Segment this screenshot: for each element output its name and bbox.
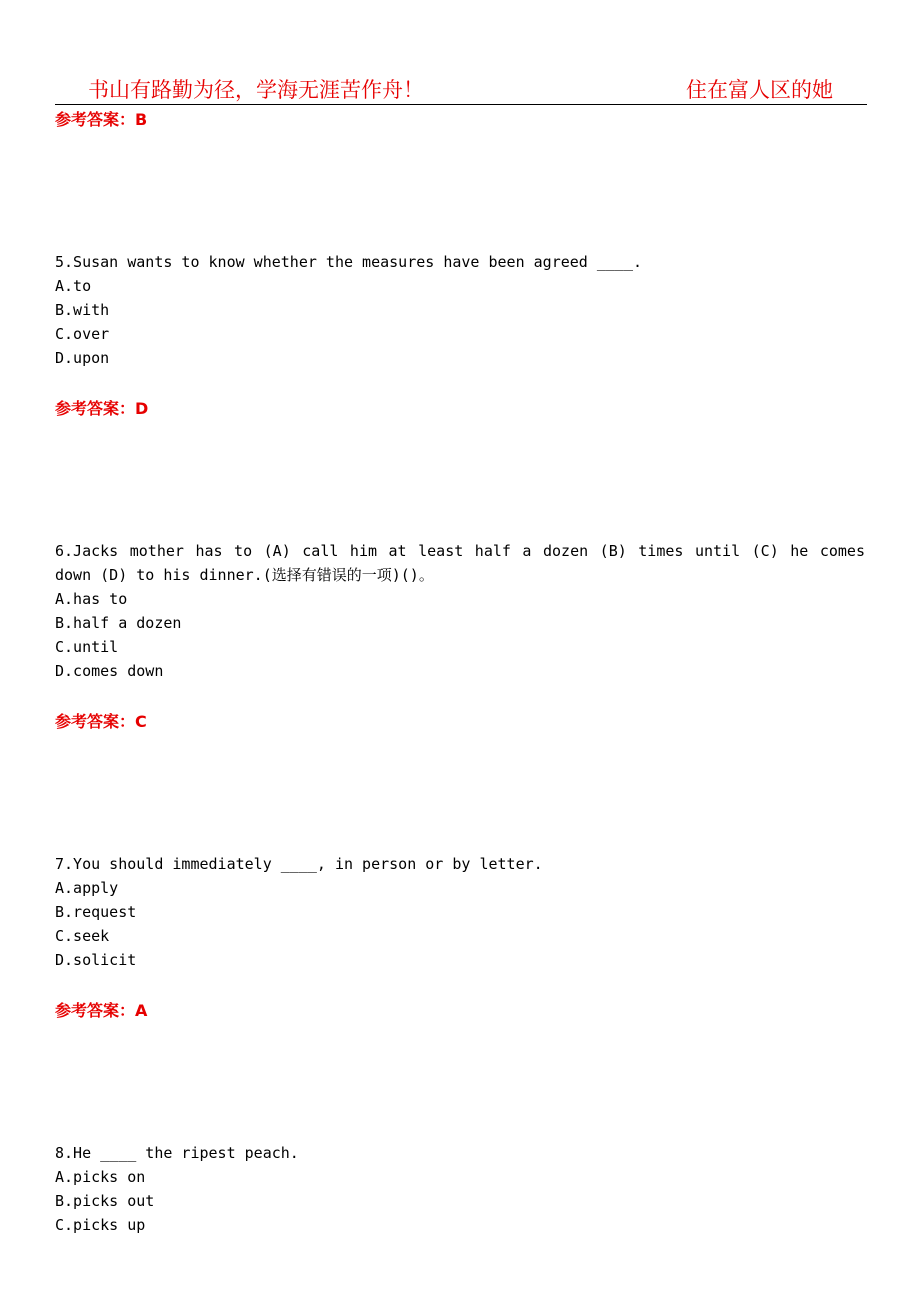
header-author: 住在富人区的她 bbox=[686, 78, 833, 102]
question-8-option-c: C.picks up bbox=[55, 1216, 146, 1234]
question-6-option-a: A.has to bbox=[55, 590, 128, 608]
question-6-option-b: B.half a dozen bbox=[55, 614, 182, 632]
question-6-option-d: D.comes down bbox=[55, 662, 164, 680]
question-6-stem-line2: down (D) to his dinner.(选择有错误的一项)()。 bbox=[55, 566, 434, 584]
question-7-option-a: A.apply bbox=[55, 879, 119, 897]
question-6-stem-line1: 6.Jacks mother has to (A) call him at least half a dozen (B) times until (C) he comes bbox=[55, 542, 865, 560]
answer-7: 参考答案：A bbox=[55, 1001, 148, 1020]
question-5-option-d: D.upon bbox=[55, 349, 110, 367]
question-8-stem: 8.He ____ the ripest peach. bbox=[55, 1144, 299, 1162]
answer-5: 参考答案：D bbox=[55, 399, 149, 418]
question-7-option-b: B.request bbox=[55, 903, 137, 921]
question-7-option-d: D.solicit bbox=[55, 951, 137, 969]
question-5-option-b: B.with bbox=[55, 301, 110, 319]
answer-4: 参考答案：B bbox=[55, 110, 148, 129]
page-header bbox=[55, 70, 867, 105]
question-8-option-b: B.picks out bbox=[55, 1192, 155, 1210]
question-7-option-c: C.seek bbox=[55, 927, 110, 945]
question-5-stem: 5.Susan wants to know whether the measures have been agreed ____. bbox=[55, 253, 642, 271]
answer-6: 参考答案：C bbox=[55, 712, 147, 731]
question-6-option-c: C.until bbox=[55, 638, 119, 656]
question-8-option-a: A.picks on bbox=[55, 1168, 146, 1186]
header-motto: 书山有路勤为径，学海无涯苦作舟！ bbox=[88, 78, 424, 102]
question-5-option-c: C.over bbox=[55, 325, 110, 343]
question-5-option-a: A.to bbox=[55, 277, 92, 295]
question-7-stem: 7.You should immediately ____, in person or by letter. bbox=[55, 855, 543, 873]
